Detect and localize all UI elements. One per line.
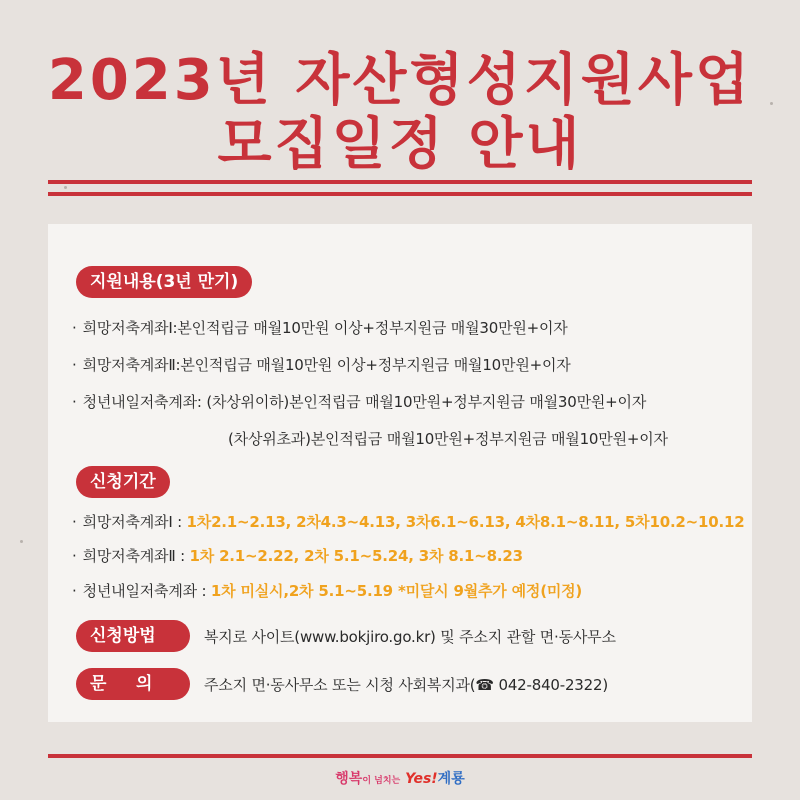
page-title-line-1: 2023년 자산형성지원사업 (47, 48, 753, 113)
period-item-1-name: 희망저축계좌Ⅰ : (82, 513, 182, 531)
bullet: · (72, 393, 77, 411)
divider (48, 180, 752, 184)
section-label-period: 신청기간 (76, 466, 170, 498)
list-item (72, 580, 582, 601)
list-item (72, 391, 646, 412)
divider (48, 192, 752, 196)
bullet: · (72, 547, 77, 565)
method-text: 복지로 사이트(www.bokjiro.go.kr) 및 주소지 관할 면·동사무소 (204, 628, 616, 646)
list-item (72, 317, 568, 338)
logo-text-2: 이 넘치는 (362, 776, 401, 786)
list-item (72, 354, 571, 375)
list-item (72, 545, 523, 566)
period-item-3-dates: 1차 미실시,2차 5.1~5.19 *미달시 9월추가 예정(미정) (210, 582, 583, 600)
section-label-inquiry: 문 의 (76, 668, 190, 700)
support-item-2: 희망저축계좌Ⅱ:본인적립금 매월10만원 이상+정부지원금 매월10만원+이자 (82, 356, 571, 374)
period-item-3-name: 청년내일저축계좌 : (82, 582, 207, 600)
period-item-2-dates: 1차 2.1~2.22, 2차 5.1~5.24, 3차 8.1~8.23 (189, 547, 523, 565)
logo-text-1: 행복 (335, 771, 363, 787)
speck (20, 540, 23, 543)
city-logo (0, 768, 800, 788)
logo-text-3: Yes! (405, 771, 438, 787)
bullet: · (72, 513, 77, 531)
period-item-2-name: 희망저축계좌Ⅱ : (82, 547, 185, 565)
support-item-3-continuation: (차상위초과)본인적립금 매월10만원+정부지원금 매월10만원+이자 (228, 430, 668, 448)
bullet: · (72, 356, 77, 374)
bullet: · (72, 319, 77, 337)
info-card (48, 224, 752, 722)
inquiry-text: 주소지 면·동사무소 또는 시청 사회복지과(☎ 042-840-2322) (204, 676, 608, 694)
support-item-1: 희망저축계좌Ⅰ:본인적립금 매월10만원 이상+정부지원금 매월30만원+이자 (82, 319, 568, 337)
page-title-line-2: 모집일정 안내 (217, 112, 583, 177)
divider (48, 754, 752, 758)
logo-text-4: 계룡 (437, 771, 465, 787)
bullet: · (72, 582, 77, 600)
period-item-1-dates: 1차2.1~2.13, 2차4.3~4.13, 3차6.1~6.13, 4차8.1~8.11, 5차10.2~10.12 (186, 513, 745, 531)
section-label-method: 신청방법 (76, 620, 190, 652)
speck (64, 186, 67, 189)
support-item-3: 청년내일저축계좌: (차상위이하)본인적립금 매월10만원+정부지원금 매월30만원+이자 (82, 393, 647, 411)
list-item (72, 511, 745, 532)
section-label-support: 지원내용(3년 만기) (76, 266, 252, 298)
